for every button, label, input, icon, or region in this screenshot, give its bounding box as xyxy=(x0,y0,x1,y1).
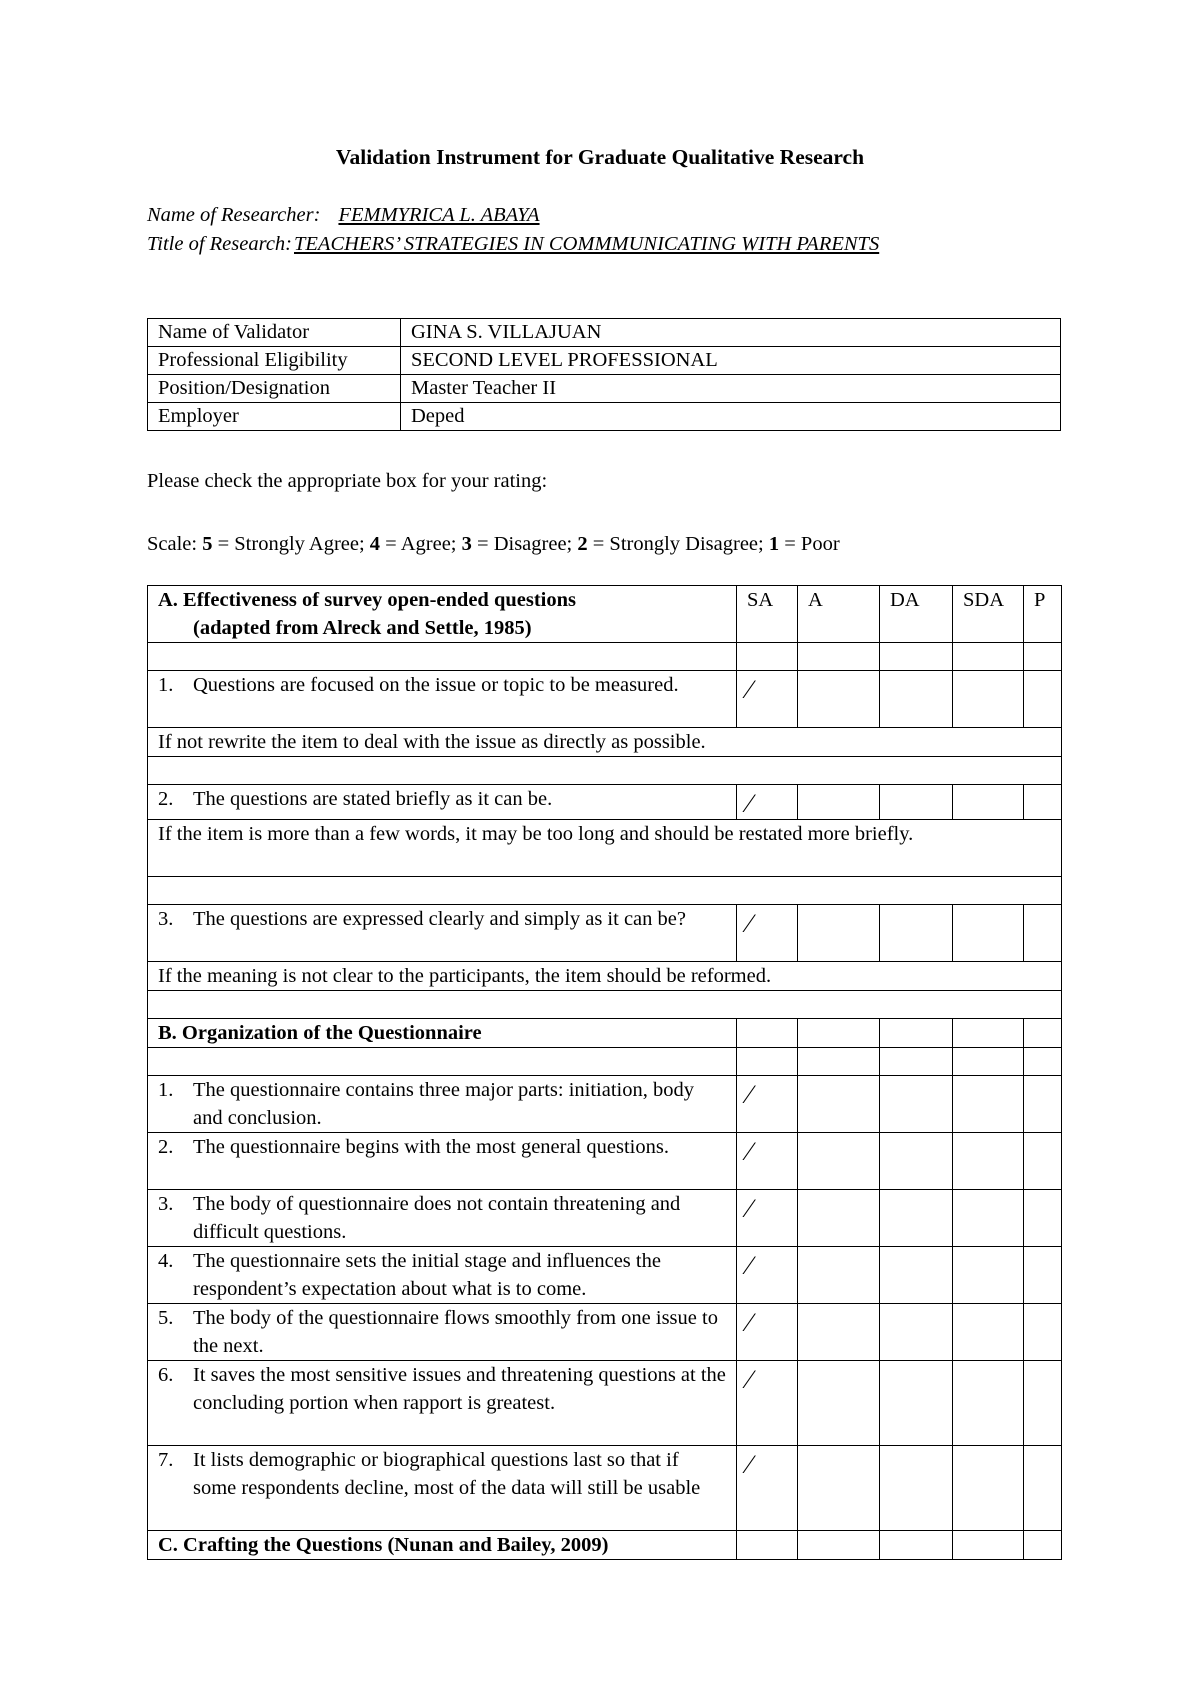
rating-cell-p[interactable] xyxy=(1024,1076,1062,1133)
employer-value: Deped xyxy=(401,403,1061,431)
blank-cell xyxy=(953,1019,1024,1048)
research-title-value: TEACHERS’ STRATEGIES IN COMMMUNICATING WITH PARENTS xyxy=(294,233,880,255)
item-note: If not rewrite the item to deal with the issue as directly as possible. xyxy=(148,728,1062,757)
item-number: 5. xyxy=(158,1307,174,1329)
item-number: 3. xyxy=(158,908,174,930)
blank-cell xyxy=(148,991,1062,1019)
researcher-line xyxy=(147,204,972,227)
rating-cell-sa[interactable] xyxy=(737,1076,798,1133)
blank-cell xyxy=(737,1531,798,1560)
check-mark-icon: ⁄ xyxy=(747,789,752,818)
rating-cell-p[interactable] xyxy=(1024,905,1062,962)
blank-cell xyxy=(148,877,1062,905)
rating-cell-p[interactable] xyxy=(1024,1361,1062,1446)
item-number: 7. xyxy=(158,1449,174,1471)
blank-cell xyxy=(953,643,1024,671)
item-text: The questions are expressed clearly and simply as it can be? xyxy=(193,908,686,930)
column-header-p: P xyxy=(1024,586,1062,643)
rating-cell-a[interactable] xyxy=(798,1304,880,1361)
rating-table xyxy=(147,585,1062,1560)
scale-text: = Poor xyxy=(779,533,840,555)
rating-cell-a[interactable] xyxy=(798,1133,880,1190)
rating-cell-sa[interactable] xyxy=(737,785,798,820)
section-b-item-6 xyxy=(148,1361,1062,1446)
item-note-row xyxy=(148,728,1062,757)
scale-prefix: Scale: xyxy=(147,533,203,555)
item-note: If the meaning is not clear to the participants, the item should be reformed. xyxy=(148,962,1062,991)
rating-cell-sda[interactable] xyxy=(953,1446,1024,1531)
rating-cell-a[interactable] xyxy=(798,1247,880,1304)
rating-cell-a[interactable] xyxy=(798,1446,880,1531)
rating-cell-da[interactable] xyxy=(880,1304,953,1361)
item-number: 1. xyxy=(158,674,174,696)
validator-value: GINA S. VILLAJUAN xyxy=(401,319,1061,347)
check-mark-icon: ⁄ xyxy=(747,909,752,938)
item-text-cell xyxy=(148,1446,737,1531)
section-b-item-3 xyxy=(148,1190,1062,1247)
blank-cell xyxy=(148,757,1062,785)
rating-cell-sda[interactable] xyxy=(953,671,1024,728)
item-text-cell xyxy=(148,1361,737,1446)
item-text-cell xyxy=(148,1133,737,1190)
scale-num: 2 xyxy=(577,533,588,555)
scale-num: 5 xyxy=(202,533,213,555)
rating-cell-sa[interactable] xyxy=(737,1361,798,1446)
scale-text: = Agree; xyxy=(380,533,462,555)
item-number: 1. xyxy=(158,1079,174,1101)
blank-row xyxy=(148,991,1062,1019)
rating-cell-a[interactable] xyxy=(798,785,880,820)
section-a-item-1 xyxy=(148,671,1062,728)
rating-cell-sa[interactable] xyxy=(737,671,798,728)
blank-cell xyxy=(880,1531,953,1560)
rating-cell-sda[interactable] xyxy=(953,905,1024,962)
item-text-cell xyxy=(148,1304,737,1361)
rating-cell-da[interactable] xyxy=(880,1133,953,1190)
item-text: It saves the most sensitive issues and threatening questions at the concluding portion when rapport is greatest. xyxy=(193,1364,726,1414)
section-b-item-5 xyxy=(148,1304,1062,1361)
column-header-sa: SA xyxy=(737,586,798,643)
rating-cell-da[interactable] xyxy=(880,1247,953,1304)
section-a-header-row xyxy=(148,586,1062,643)
blank-row xyxy=(148,757,1062,785)
rating-cell-sda[interactable] xyxy=(953,1361,1024,1446)
blank-cell xyxy=(880,1048,953,1076)
item-note-row xyxy=(148,962,1062,991)
item-text: The questions are stated briefly as it can be. xyxy=(193,788,553,810)
eligibility-row xyxy=(148,347,1061,375)
rating-cell-p[interactable] xyxy=(1024,1446,1062,1531)
item-text-cell xyxy=(148,671,737,728)
section-a-title xyxy=(148,586,737,643)
item-text-cell xyxy=(148,1076,737,1133)
check-mark-icon: ⁄ xyxy=(747,1137,752,1166)
rating-cell-da[interactable] xyxy=(880,1361,953,1446)
rating-cell-da[interactable] xyxy=(880,785,953,820)
section-b-item-1 xyxy=(148,1076,1062,1133)
section-b-item-7 xyxy=(148,1446,1062,1531)
item-text-cell xyxy=(148,1247,737,1304)
rating-cell-a[interactable] xyxy=(798,1076,880,1133)
rating-cell-p[interactable] xyxy=(1024,671,1062,728)
blank-cell xyxy=(953,1531,1024,1560)
research-title-line xyxy=(147,233,879,256)
rating-cell-sa[interactable] xyxy=(737,1190,798,1247)
check-mark-icon: ⁄ xyxy=(747,1308,752,1337)
section-c-header-row xyxy=(148,1531,1062,1560)
employer-row xyxy=(148,403,1061,431)
scale-legend xyxy=(147,533,840,556)
scale-num: 4 xyxy=(369,533,381,555)
section-a-title-line2: (adapted from Alreck and Settle, 1985) xyxy=(193,617,532,639)
section-b-item-2 xyxy=(148,1133,1062,1190)
rating-cell-da[interactable] xyxy=(880,905,953,962)
scale-num: 1 xyxy=(768,533,780,555)
item-number: 2. xyxy=(158,1136,174,1158)
rating-cell-sda[interactable] xyxy=(953,1304,1024,1361)
blank-row xyxy=(148,1048,1062,1076)
rating-cell-sda[interactable] xyxy=(953,1076,1024,1133)
researcher-label: Name of Researcher: xyxy=(147,204,321,226)
item-text: The questionnaire begins with the most general questions. xyxy=(193,1136,669,1158)
scale-num: 3 xyxy=(461,533,472,555)
item-text-cell xyxy=(148,785,737,820)
item-note: If the item is more than a few words, it may be too long and should be restated more briefly. xyxy=(148,820,1062,877)
rating-cell-da[interactable] xyxy=(880,671,953,728)
position-label: Position/Designation xyxy=(148,375,401,403)
document-title: Validation Instrument for Graduate Qualitative Research xyxy=(335,145,865,169)
column-header-da: DA xyxy=(880,586,953,643)
item-text: The body of questionnaire does not contain threatening and difficult questions. xyxy=(193,1193,681,1243)
rating-cell-da[interactable] xyxy=(880,1446,953,1531)
scale-text: = Strongly Agree; xyxy=(212,533,370,555)
blank-cell xyxy=(1024,1048,1062,1076)
eligibility-label: Professional Eligibility xyxy=(148,347,401,375)
check-mark-icon: ⁄ xyxy=(747,1450,752,1479)
rating-cell-sa[interactable] xyxy=(737,1247,798,1304)
item-text: Questions are focused on the issue or topic to be measured. xyxy=(193,674,679,696)
rating-cell-sa[interactable] xyxy=(737,1446,798,1531)
rating-cell-sa[interactable] xyxy=(737,1304,798,1361)
check-mark-icon: ⁄ xyxy=(747,1365,752,1394)
rating-cell-da[interactable] xyxy=(880,1190,953,1247)
blank-cell xyxy=(880,643,953,671)
rating-cell-p[interactable] xyxy=(1024,1190,1062,1247)
blank-row xyxy=(148,643,1062,671)
section-c-title: C. Crafting the Questions (Nunan and Bailey, 2009) xyxy=(148,1531,737,1560)
rating-cell-a[interactable] xyxy=(798,905,880,962)
rating-cell-p[interactable] xyxy=(1024,1247,1062,1304)
item-number: 3. xyxy=(158,1193,174,1215)
rating-cell-sda[interactable] xyxy=(953,1133,1024,1190)
rating-cell-sa[interactable] xyxy=(737,905,798,962)
blank-cell xyxy=(953,1048,1024,1076)
check-mark-icon: ⁄ xyxy=(747,1080,752,1109)
position-value: Master Teacher II xyxy=(401,375,1061,403)
rating-cell-a[interactable] xyxy=(798,671,880,728)
check-mark-icon: ⁄ xyxy=(747,1251,752,1280)
validator-row xyxy=(148,319,1061,347)
validator-info-table xyxy=(147,318,1061,431)
rating-cell-p[interactable] xyxy=(1024,1133,1062,1190)
blank-cell xyxy=(1024,1531,1062,1560)
validator-label: Name of Validator xyxy=(148,319,401,347)
blank-cell xyxy=(880,1019,953,1048)
position-row xyxy=(148,375,1061,403)
blank-cell xyxy=(737,1019,798,1048)
blank-cell xyxy=(798,1531,880,1560)
scale-text: = Disagree; xyxy=(471,533,578,555)
scale-text: = Strongly Disagree; xyxy=(587,533,769,555)
section-b-title: B. Organization of the Questionnaire xyxy=(148,1019,737,1048)
research-title-label: Title of Research: xyxy=(147,233,292,255)
rating-cell-sa[interactable] xyxy=(737,1133,798,1190)
section-b-header-row xyxy=(148,1019,1062,1048)
item-text-cell xyxy=(148,905,737,962)
section-a-title-line1: A. Effectiveness of survey open-ended questions xyxy=(158,589,576,611)
researcher-name: FEMMYRICA L. ABAYA xyxy=(338,204,540,226)
rating-cell-a[interactable] xyxy=(798,1190,880,1247)
blank-cell xyxy=(148,643,737,671)
item-text: It lists demographic or biographical questions last so that if some respondents decline, most of the data will still be usable xyxy=(193,1449,701,1499)
blank-cell xyxy=(737,643,798,671)
rating-cell-a[interactable] xyxy=(798,1361,880,1446)
rating-cell-sda[interactable] xyxy=(953,1190,1024,1247)
item-number: 4. xyxy=(158,1250,174,1272)
rating-cell-sda[interactable] xyxy=(953,1247,1024,1304)
item-text: The body of the questionnaire flows smoothly from one issue to the next. xyxy=(193,1307,718,1357)
section-a-item-3 xyxy=(148,905,1062,962)
item-note-row xyxy=(148,820,1062,877)
section-a-item-2 xyxy=(148,785,1062,820)
instruction-text: Please check the appropriate box for your rating: xyxy=(147,470,548,492)
blank-cell xyxy=(798,643,880,671)
item-number: 6. xyxy=(158,1364,174,1386)
item-number: 2. xyxy=(158,788,174,810)
employer-label: Employer xyxy=(148,403,401,431)
blank-cell xyxy=(798,1019,880,1048)
blank-row xyxy=(148,877,1062,905)
check-mark-icon: ⁄ xyxy=(747,1194,752,1223)
item-text: The questionnaire sets the initial stage and influences the respondent’s expectation about what is to come. xyxy=(193,1250,661,1300)
column-header-a: A xyxy=(798,586,880,643)
rating-cell-sda[interactable] xyxy=(953,785,1024,820)
blank-cell xyxy=(798,1048,880,1076)
rating-cell-p[interactable] xyxy=(1024,1304,1062,1361)
rating-cell-da[interactable] xyxy=(880,1076,953,1133)
rating-cell-p[interactable] xyxy=(1024,785,1062,820)
item-text: The questionnaire contains three major parts: initiation, body and conclusion. xyxy=(193,1079,694,1129)
eligibility-value: SECOND LEVEL PROFESSIONAL xyxy=(401,347,1061,375)
column-header-sda: SDA xyxy=(953,586,1024,643)
section-b-item-4 xyxy=(148,1247,1062,1304)
blank-cell xyxy=(1024,643,1062,671)
blank-cell xyxy=(1024,1019,1062,1048)
blank-cell xyxy=(737,1048,798,1076)
check-mark-icon: ⁄ xyxy=(747,675,752,704)
blank-cell xyxy=(148,1048,737,1076)
item-text-cell xyxy=(148,1190,737,1247)
